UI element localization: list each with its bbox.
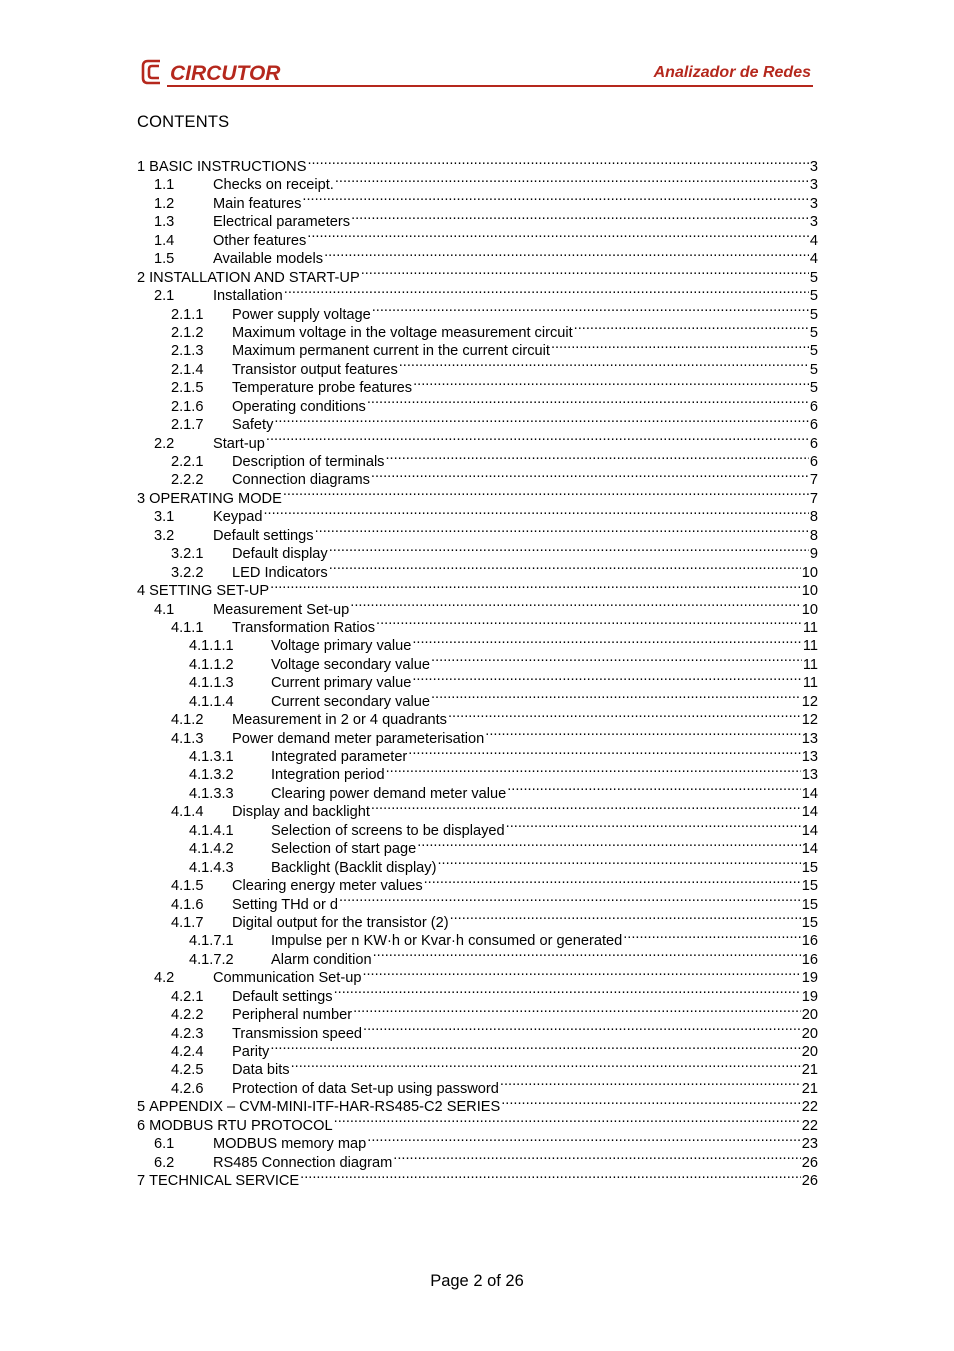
toc-entry-number: 2.1.4: [171, 361, 204, 378]
toc-entry-page: 11: [802, 638, 818, 655]
toc-entry-page: 13: [801, 767, 818, 784]
toc-leader-dots: [353, 1001, 801, 1019]
toc-entry[interactable]: [137, 688, 818, 710]
toc-entry-page: 14: [801, 841, 818, 858]
table-of-contents: [137, 153, 818, 1190]
toc-entry-page: 15: [801, 859, 818, 876]
toc-entry-title: Main features: [213, 195, 302, 212]
toc-entry-page: 16: [801, 951, 818, 968]
toc-entry-number: 2.2: [154, 435, 175, 452]
toc-entry-page: 4: [809, 251, 818, 268]
toc-entry-number: 2.1.5: [171, 380, 204, 397]
toc-entry-page: 10: [801, 583, 818, 600]
toc-entry-page: 15: [801, 896, 818, 913]
toc-leader-dots: [551, 337, 809, 355]
toc-entry-page: 5: [809, 269, 818, 286]
toc-entry-page: 13: [801, 730, 818, 747]
toc-entry[interactable]: [137, 301, 818, 323]
toc-entry-title: Clearing power demand meter value: [271, 785, 507, 802]
toc-entry-title: Parity: [232, 1044, 270, 1060]
toc-leader-dots: [363, 1020, 801, 1038]
toc-entry-title: Power demand meter parameterisation: [232, 730, 485, 747]
toc-entry-title: Description of terminals: [232, 454, 385, 470]
toc-entry-title: 1: [137, 159, 146, 175]
toc-entry-page: 22: [801, 1117, 818, 1134]
toc-entry-page: 8: [809, 527, 818, 544]
toc-entry-title: Peripheral number: [232, 1007, 353, 1024]
toc-leader-dots: [302, 190, 808, 208]
toc-entry-number: 2.1.3: [171, 343, 204, 360]
toc-entry-page: 5: [809, 343, 818, 360]
toc-entry-title: Electrical parameters: [213, 214, 351, 231]
toc-entry-title: Maximum permanent current in the current circuit: [232, 343, 550, 360]
toc-entry-number: 3.1: [154, 509, 175, 526]
toc-leader-dots: [372, 301, 809, 319]
toc-entry[interactable]: [137, 411, 818, 434]
toc-entry[interactable]: [137, 761, 818, 784]
toc-leader-dots: [412, 632, 802, 650]
toc-entry-title: Measurement in 2 or 4 quadrants: [232, 712, 447, 729]
toc-entry-title: MODBUS memory map: [213, 1136, 367, 1153]
toc-entry[interactable]: [137, 835, 818, 858]
toc-entry[interactable]: [137, 927, 818, 950]
toc-entry-page: 21: [801, 1080, 818, 1097]
toc-leader-dots: [437, 854, 800, 872]
toc-entry-title: Maximum voltage in the voltage measurement circuit: [232, 324, 573, 341]
toc-leader-dots: [373, 946, 801, 964]
toc-entry-page: 9: [809, 546, 818, 563]
toc-entry-title: Alarm condition: [271, 951, 372, 968]
toc-entry-page: 10: [801, 564, 818, 581]
toc-leader-dots: [324, 245, 809, 263]
toc-entry-title: Temperature probe features: [232, 380, 413, 397]
toc-leader-dots: [367, 1130, 801, 1148]
toc-entry-title: Default display: [232, 546, 328, 563]
toc-leader-dots: [350, 596, 800, 614]
toc-entry[interactable]: [137, 1020, 818, 1042]
toc-leader-dots: [335, 171, 809, 189]
toc-entry-page: 19: [801, 988, 818, 1005]
toc-entry-number: 4.1.7.1: [189, 933, 234, 950]
toc-leader-dots: [307, 153, 808, 171]
toc-entry-page: 10: [801, 601, 818, 618]
toc-entry-title: Transformation Ratios: [232, 619, 376, 636]
toc-entry[interactable]: [137, 190, 818, 212]
toc-leader-dots: [408, 743, 800, 761]
toc-entry-page: 14: [801, 822, 818, 839]
toc-entry[interactable]: [137, 264, 818, 286]
toc-entry-title: LED Indicators: [232, 564, 328, 581]
toc-leader-dots: [367, 393, 809, 411]
toc-entry-number: 4.1.1: [171, 619, 204, 636]
toc-leader-dots: [376, 614, 802, 632]
toc-entry-title: Measurement Set-up: [213, 601, 350, 618]
toc-entry-number: 4.2.1: [171, 988, 204, 1005]
toc-entry-number: 4.1.3.1: [189, 749, 234, 765]
toc-entry-title: Voltage secondary value: [271, 656, 431, 673]
toc-leader-dots: [270, 577, 801, 595]
toc-entry-page: 5: [809, 288, 818, 305]
toc-entry-title: Connection diagrams: [232, 472, 370, 489]
toc-entry-number: 4.1: [154, 601, 175, 618]
toc-entry-title: Protection of data Set-up using password: [232, 1080, 499, 1097]
toc-entry[interactable]: [137, 1075, 818, 1097]
toc-entry[interactable]: [137, 466, 818, 489]
toc-entry-number: 4.1.1.3: [189, 675, 234, 692]
toc-entry-title: SETTING SET-UP: [149, 583, 270, 600]
toc-entry-page: 7: [809, 472, 818, 489]
toc-leader-dots: [371, 466, 809, 484]
toc-entry-page: 12: [801, 693, 818, 710]
toc-entry-page: 23: [801, 1136, 818, 1153]
toc-entry-page: 21: [801, 1062, 818, 1079]
contents-heading: CONTENTS: [137, 113, 230, 131]
toc-entry-title: Clearing energy meter values: [232, 878, 423, 895]
toc-leader-dots: [264, 503, 809, 521]
toc-entry-number: 4.2.5: [171, 1062, 204, 1079]
toc-leader-dots: [393, 1149, 800, 1167]
toc-entry-number: 4.1.3.3: [189, 785, 234, 802]
toc-leader-dots: [506, 817, 801, 835]
toc-entry[interactable]: [137, 1093, 818, 1116]
toc-leader-dots: [501, 1093, 801, 1111]
toc-entry-title: Integrated parameter: [271, 749, 408, 765]
toc-entry-title: 2: [137, 269, 146, 286]
toc-entry-number: 4.1.7: [171, 914, 204, 931]
toc-entry-title: Backlight (Backlit display): [271, 859, 437, 876]
toc-entry-number: 2.1: [154, 288, 175, 305]
toc-entry-page: 26: [801, 1154, 818, 1171]
toc-entry[interactable]: [137, 374, 818, 397]
toc-entry[interactable]: [137, 485, 818, 507]
toc-entry-title: RS485 Connection diagram: [213, 1154, 393, 1171]
page-header: [137, 56, 813, 88]
toc-entry-page: 11: [802, 675, 818, 692]
toc-entry[interactable]: [137, 1112, 818, 1134]
toc-leader-dots: [485, 725, 800, 743]
toc-entry-number: 4.1.4: [171, 804, 204, 821]
toc-entry-title: Checks on receipt.: [213, 177, 334, 194]
toc-entry-number: 4.2.4: [171, 1044, 204, 1060]
toc-leader-dots: [334, 983, 801, 1001]
toc-entry-title: Digital output for the transistor (2): [232, 914, 449, 931]
toc-entry-page: 3: [809, 159, 818, 175]
toc-entry-page: 5: [809, 380, 818, 397]
toc-entry[interactable]: [137, 227, 818, 249]
toc-entry-title: MODBUS RTU PROTOCOL: [149, 1117, 333, 1134]
toc-leader-dots: [339, 891, 801, 909]
toc-entry-title: Display and backlight: [232, 804, 370, 821]
toc-entry-number: 2.1.1: [171, 306, 204, 323]
toc-entry-page: 3: [809, 177, 818, 194]
toc-entry[interactable]: [137, 448, 818, 470]
toc-entry-page: 20: [801, 1007, 818, 1024]
toc-entry-number: 6.1: [154, 1136, 175, 1153]
toc-entry-number: 4.1.4.3: [189, 859, 234, 876]
toc-entry-title: Safety: [232, 417, 274, 434]
toc-entry-page: 11: [802, 619, 818, 636]
toc-entry-page: 13: [801, 749, 818, 765]
circutor-logo-icon: [140, 58, 282, 86]
toc-entry-title: Current primary value: [271, 675, 412, 692]
toc-leader-dots: [413, 374, 809, 392]
toc-leader-dots: [351, 208, 809, 226]
toc-leader-dots: [507, 780, 801, 798]
toc-entry-page: 6: [809, 454, 818, 470]
toc-entry-title: Communication Set-up: [213, 970, 362, 987]
toc-entry-title: OPERATING MODE: [149, 490, 282, 507]
toc-entry-page: 11: [802, 656, 818, 673]
toc-entry-number: 4.1.5: [171, 878, 204, 895]
toc-entry[interactable]: [137, 596, 818, 618]
toc-entry[interactable]: [137, 282, 818, 305]
toc-entry-title: Keypad: [213, 509, 263, 526]
toc-entry-page: 6: [809, 398, 818, 415]
toc-entry-title: Data bits: [232, 1062, 290, 1079]
toc-entry-number: 1.3: [154, 214, 175, 231]
toc-entry[interactable]: [137, 909, 818, 931]
toc-entry[interactable]: [137, 430, 818, 452]
svg-text:CIRCUTOR: CIRCUTOR: [170, 62, 281, 85]
toc-entry-page: 14: [801, 804, 818, 821]
toc-leader-dots: [266, 430, 809, 448]
toc-entry-title: Default settings: [213, 527, 314, 544]
toc-entry[interactable]: [137, 632, 818, 655]
toc-leader-dots: [450, 909, 801, 927]
toc-leader-dots: [386, 761, 801, 779]
toc-entry[interactable]: [137, 872, 818, 895]
toc-leader-dots: [334, 1112, 801, 1130]
circutor-logo: [140, 58, 282, 86]
toc-leader-dots: [431, 688, 801, 706]
toc-leader-dots: [574, 319, 809, 337]
toc-entry[interactable]: [137, 153, 818, 175]
toc-entry[interactable]: [137, 891, 818, 913]
toc-leader-dots: [361, 264, 809, 282]
toc-entry-page: 19: [801, 970, 818, 987]
toc-entry-number: 1.5: [154, 251, 175, 268]
toc-leader-dots: [329, 540, 809, 558]
toc-entry[interactable]: [137, 503, 818, 526]
toc-entry-title: Installation: [213, 288, 283, 305]
toc-leader-dots: [371, 798, 801, 816]
toc-entry[interactable]: [137, 780, 818, 802]
document-title: Analizador de Redes: [653, 64, 811, 81]
toc-leader-dots: [283, 485, 809, 503]
toc-entry-page: 12: [801, 712, 818, 729]
toc-entry[interactable]: [137, 577, 818, 600]
toc-entry-title: Power supply voltage: [232, 306, 371, 323]
toc-entry-title: Available models: [213, 251, 324, 268]
toc-entry-page: 5: [809, 361, 818, 378]
toc-entry-number: 4.2.3: [171, 1025, 204, 1042]
toc-entry-number: 2.2.2: [171, 472, 204, 489]
toc-entry[interactable]: [137, 559, 818, 581]
toc-entry[interactable]: [137, 393, 818, 415]
toc-entry-number: 4.1.2: [171, 712, 204, 729]
page-number: Page 2 of 26: [430, 1272, 524, 1290]
toc-entry-title: BASIC INSTRUCTIONS: [149, 159, 307, 175]
toc-entry-number: 4.1.1.2: [189, 656, 234, 673]
toc-entry-number: 3.2.1: [171, 546, 204, 563]
toc-entry-number: 4.2: [154, 970, 175, 987]
toc-leader-dots: [362, 964, 800, 982]
toc-leader-dots: [412, 669, 802, 687]
toc-entry[interactable]: [137, 245, 818, 268]
toc-entry[interactable]: [137, 208, 818, 231]
toc-leader-dots: [274, 411, 809, 429]
toc-entry-title: 7: [137, 1173, 146, 1190]
toc-entry-number: 4.1.3.2: [189, 767, 234, 784]
toc-entry[interactable]: [137, 522, 818, 544]
toc-leader-dots: [291, 1056, 801, 1074]
toc-entry-page: 7: [809, 490, 818, 507]
toc-entry-title: Transistor output features: [232, 361, 398, 378]
toc-entry-number: 3.2: [154, 527, 175, 544]
toc-leader-dots: [623, 927, 801, 945]
toc-entry-number: 4.2.6: [171, 1080, 204, 1097]
toc-entry[interactable]: [137, 171, 818, 194]
toc-entry-number: 4.1.6: [171, 896, 204, 913]
toc-entry-number: 2.1.6: [171, 398, 204, 415]
toc-entry-number: 4.1.1.1: [189, 638, 234, 655]
toc-leader-dots: [417, 835, 801, 853]
toc-entry[interactable]: [137, 725, 818, 747]
toc-leader-dots: [385, 448, 808, 466]
toc-entry[interactable]: [137, 1130, 818, 1153]
toc-entry-page: 15: [801, 878, 818, 895]
toc-entry-page: 4: [809, 232, 818, 249]
toc-entry-page: 26: [801, 1173, 818, 1190]
toc-entry-number: 4.1.3: [171, 730, 204, 747]
toc-leader-dots: [315, 522, 809, 540]
toc-entry-title: Default settings: [232, 988, 333, 1005]
toc-entry[interactable]: [137, 964, 818, 987]
toc-entry-number: 4.1.4.1: [189, 822, 234, 839]
toc-entry-number: 1.4: [154, 232, 175, 249]
toc-entry-number: 1.2: [154, 195, 175, 212]
toc-entry-title: Operating conditions: [232, 398, 366, 415]
toc-entry-page: 20: [801, 1025, 818, 1042]
toc-entry-title: Transmission speed: [232, 1025, 363, 1042]
toc-entry-number: 2.2.1: [171, 454, 204, 470]
toc-entry-title: Current secondary value: [271, 693, 430, 710]
toc-entry[interactable]: [137, 946, 818, 968]
toc-entry[interactable]: [137, 1167, 818, 1190]
toc-entry[interactable]: [137, 817, 818, 839]
toc-leader-dots: [270, 1038, 800, 1056]
toc-entry-page: 3: [809, 214, 818, 231]
toc-entry[interactable]: [137, 983, 818, 1005]
toc-entry[interactable]: [137, 356, 818, 378]
toc-entry-title: INSTALLATION AND START-UP: [149, 269, 360, 286]
toc-entry-page: 16: [801, 933, 818, 950]
toc-leader-dots: [307, 227, 809, 245]
toc-entry[interactable]: [137, 651, 818, 673]
toc-entry[interactable]: [137, 540, 818, 563]
toc-entry-number: 4.1.1.4: [189, 693, 234, 710]
toc-entry-title: 6: [137, 1117, 146, 1134]
toc-entry[interactable]: [137, 337, 818, 360]
toc-entry-number: 4.2.2: [171, 1007, 204, 1024]
toc-entry-title: Other features: [213, 232, 307, 249]
toc-entry[interactable]: [137, 743, 818, 765]
toc-entry-page: 20: [801, 1044, 818, 1060]
toc-entry-title: 3: [137, 490, 146, 507]
toc-entry[interactable]: [137, 669, 818, 692]
toc-leader-dots: [431, 651, 802, 669]
toc-entry-title: Selection of screens to be displayed: [271, 822, 505, 839]
toc-leader-dots: [300, 1167, 801, 1185]
toc-entry-number: 3.2.2: [171, 564, 204, 581]
toc-entry[interactable]: [137, 798, 818, 821]
toc-entry[interactable]: [137, 706, 818, 729]
toc-entry[interactable]: [137, 854, 818, 876]
toc-entry-number: 6.2: [154, 1154, 175, 1171]
toc-entry-title: Impulse per n KW·h or Kvar·h consumed or generated: [271, 933, 623, 950]
toc-entry[interactable]: [137, 1056, 818, 1079]
toc-entry-number: 4.1.4.2: [189, 841, 234, 858]
toc-leader-dots: [448, 706, 801, 724]
toc-entry[interactable]: [137, 319, 818, 341]
toc-entry-page: 6: [809, 435, 818, 452]
toc-entry-number: 2.1.2: [171, 324, 204, 341]
toc-leader-dots: [424, 872, 801, 890]
toc-entry-title: Selection of start page: [271, 841, 417, 858]
toc-entry-title: Start-up: [213, 435, 265, 452]
toc-leader-dots: [399, 356, 809, 374]
toc-entry[interactable]: [137, 614, 818, 636]
toc-entry-page: 22: [801, 1099, 818, 1116]
toc-entry-number: 4.1.7.2: [189, 951, 234, 968]
toc-entry-page: 14: [801, 785, 818, 802]
toc-entry[interactable]: [137, 1149, 818, 1171]
toc-entry-title: Setting THd or d: [232, 896, 338, 913]
toc-leader-dots: [500, 1075, 801, 1093]
toc-entry-title: APPENDIX – CVM-MINI-ITF-HAR-RS485-C2 SERIES: [149, 1099, 501, 1116]
toc-entry-title: 4: [137, 583, 146, 600]
toc-entry-page: 6: [809, 417, 818, 434]
toc-entry[interactable]: [137, 1038, 818, 1060]
toc-entry-page: 5: [809, 324, 818, 341]
toc-entry-page: 15: [801, 914, 818, 931]
toc-entry-page: 3: [809, 195, 818, 212]
header-divider: [167, 85, 813, 87]
toc-entry-page: 5: [809, 306, 818, 323]
toc-entry-title: Voltage primary value: [271, 638, 412, 655]
toc-leader-dots: [329, 559, 801, 577]
toc-entry-title: TECHNICAL SERVICE: [149, 1173, 300, 1190]
toc-entry-title: 5: [137, 1099, 146, 1116]
toc-entry-number: 2.1.7: [171, 417, 204, 434]
toc-entry-number: 1.1: [154, 177, 175, 194]
toc-entry[interactable]: [137, 1001, 818, 1024]
toc-entry-title: Integration period: [271, 767, 385, 784]
toc-entry-page: 8: [809, 509, 818, 526]
toc-leader-dots: [284, 282, 809, 300]
